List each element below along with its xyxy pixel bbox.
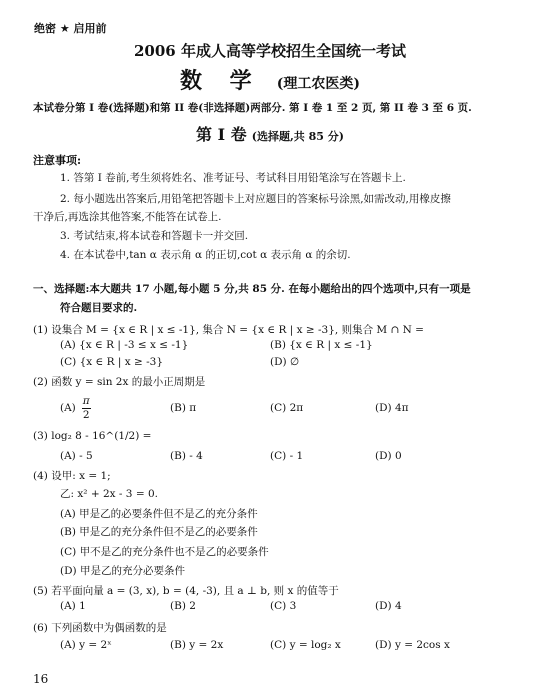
question-1-option-c: (C) {x ∈ R | x ≥ -3} (60, 356, 164, 368)
question-1-option-d: (D) ∅ (270, 356, 300, 368)
question-1-stem: (1) 设集合 M = {x ∈ R | x ≤ -1}, 集合 N = {x ∈ R | x ≥ -3}, 则集合 M ∩ N = (33, 324, 424, 336)
question-4-option-d: (D) 甲是乙的充分必要条件 (60, 565, 185, 577)
option-label: (A) (60, 402, 76, 414)
subject-category: (理工农医类) (276, 76, 360, 92)
question-2-option-a (60, 396, 91, 420)
question-4-stem-cont: 乙: x² + 2x - 3 = 0. (60, 488, 158, 500)
question-3-option-c: (C) - 1 (270, 450, 304, 462)
question-5-option-d: (D) 4 (375, 600, 402, 612)
question-6-option-b: (B) y = 2x (170, 639, 224, 651)
question-4-stem: (4) 设甲: x = 1; (33, 470, 111, 482)
question-6-option-c: (C) y = log₂ x (270, 639, 341, 651)
question-1-option-a: (A) {x ∈ R | -3 ≤ x ≤ -1} (60, 339, 189, 351)
question-2-option-c: (C) 2π (270, 402, 304, 414)
question-6-stem: (6) 下列函数中为偶函数的是 (33, 622, 167, 634)
question-3-option-d: (D) 0 (375, 450, 402, 462)
question-4-option-c: (C) 甲不是乙的充分条件也不是乙的必要条件 (60, 546, 269, 558)
part-title: 第 I 卷 (196, 125, 247, 144)
question-5-option-b: (B) 2 (170, 600, 196, 612)
question-5-option-a: (A) 1 (60, 600, 86, 612)
question-3-option-a: (A) - 5 (60, 450, 93, 462)
question-6-option-d: (D) y = 2cos x (375, 639, 450, 651)
notes-heading: 注意事项: (33, 154, 82, 167)
subject-line (0, 64, 540, 95)
fraction-numerator: π (82, 395, 90, 407)
note-item: 干净后,再选涂其他答案,不能答在试卷上. (33, 211, 222, 223)
question-2-option-b: (B) π (170, 402, 197, 414)
fraction-denominator: 2 (82, 408, 90, 421)
page-number: 16 (33, 672, 49, 686)
part-heading (0, 122, 540, 145)
note-item: 1. 答第 I 卷前,考生须将姓名、准考证号、考试科目用铅笔涂写在答题卡上. (60, 172, 406, 184)
note-item: 3. 考试结束,将本试卷和答题卡一并交回. (60, 230, 249, 242)
question-2-option-d: (D) 4π (375, 402, 409, 414)
question-4-option-a: (A) 甲是乙的必要条件但不是乙的充分条件 (60, 508, 258, 520)
question-6-option-a: (A) y = 2ˣ (60, 639, 112, 651)
exam-title: 2006 年成人高等学校招生全国统一考试 (134, 42, 406, 60)
question-2-stem: (2) 函数 y = sin 2x 的最小正周期是 (33, 376, 206, 388)
subject-title: 数 学 (179, 68, 262, 94)
question-3-option-b: (B) - 4 (170, 450, 203, 462)
question-3-stem: (3) log₂ 8 - 16^(1/2) = (33, 430, 152, 442)
part-note: (选择题,共 85 分) (251, 130, 344, 143)
note-item: 2. 每小题选出答案后,用铅笔把答题卡上对应题目的答案标号涂黑,如需改动,用橡皮擦 (60, 193, 451, 205)
confidential-label: 绝密 ★ 启用前 (34, 22, 107, 35)
section-instruction: 一、选择题:本大题共 17 小题,每小题 5 分,共 85 分. 在每小题给出的四个选项中,只有一项是 (33, 283, 471, 295)
intro-text: 本试卷分第 I 卷(选择题)和第 II 卷(非选择题)两部分. 第 I 卷 1 至 2 页, 第 II 卷 3 至 6 页. (33, 102, 472, 114)
question-5-option-c: (C) 3 (270, 600, 297, 612)
question-1-option-b: (B) {x ∈ R | x ≤ -1} (270, 339, 373, 351)
fraction (82, 396, 91, 420)
question-4-option-b: (B) 甲是乙的充分条件但不是乙的必要条件 (60, 526, 258, 538)
question-5-stem: (5) 若平面向量 a = (3, x), b = (4, -3), 且 a ⊥ b, 则 x 的值等于 (33, 585, 339, 597)
section-instruction-cont: 符合题目要求的. (60, 302, 138, 314)
note-item: 4. 在本试卷中,tan α 表示角 α 的正切,cot α 表示角 α 的余切. (60, 249, 351, 261)
